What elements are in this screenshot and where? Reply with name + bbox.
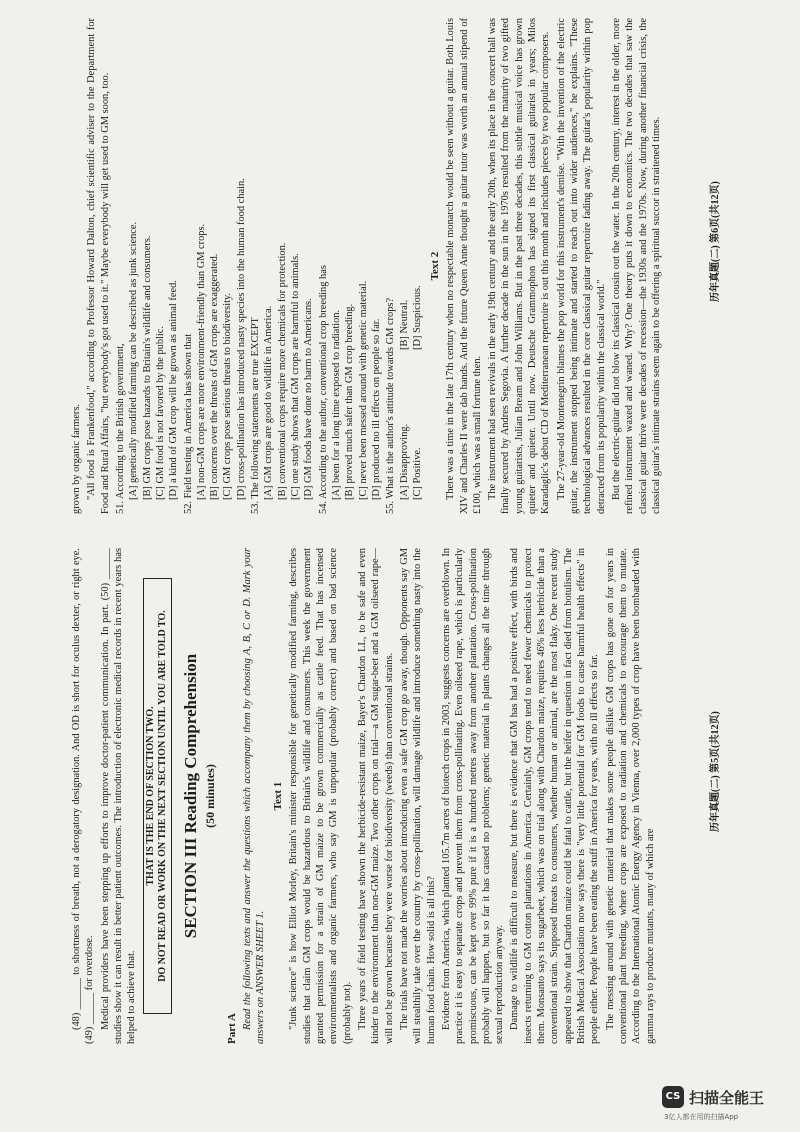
left-column <box>70 548 659 1044</box>
answer-option: [C] GM food is not favored by the public. <box>154 325 166 500</box>
text1-continued: "All food is Frankenfood," according to Professor Howard Dalton, chief scientific adviser to the Department for Food and Rural Affairs, "but everybody's got used to it." Maybe everybody will get used to GM soon, too. <box>86 18 111 514</box>
answer-option: [C] one study shows that GM crops are harmful to animals. <box>290 253 301 500</box>
answer-option-row <box>411 18 424 500</box>
answer-option: [D] cross-pollination has introduced nasty species into the human food chain. <box>235 178 247 500</box>
text2-paragraph: But the electric-guitar did not blow its classical cousin out the water. In the 20th century, interest in the older, more refined instrument waxed and waned. Why? One theory puts it down to economics. The two decades that saw the classical guitar thrive were decades of recession—the 1930s and the 1970s. Now, during another financial crisis, the classical guitar's intimate strains seem again to be offering a spiritual succor in straitened times. <box>610 18 662 514</box>
text2-paragraph: The 27-year-old Montenegrin blames the pop world for this instrument's demise. "With the invention of the electric guitar, the instrument stopped being intimate and started to reach out into wider audiences," he explains. "These technological advances resulted in the core classical guitar repertoire fading away. The guitar's popularity within pop detracted from its popularity within the classical world." <box>555 18 607 514</box>
end-notice-line-1: THAT IS THE END OF SECTION TWO. <box>144 706 156 886</box>
answer-option: [A] been for a long time exposed to radiation. <box>330 309 342 500</box>
camscanner-logo-icon: CS <box>662 1086 684 1108</box>
answer-option: [A] non-GM crops are more environment-friendly than GM crops. <box>195 223 207 500</box>
answer-option: [B] proved much safer than GM crop breeding. <box>344 303 356 500</box>
question-stem: 52. Field testing in America has shown that <box>182 333 194 514</box>
watermark-tagline: 3亿人都在用的扫描App <box>664 1113 739 1121</box>
answer-option-row <box>398 18 411 500</box>
part-label: Part A <box>225 1013 238 1044</box>
answer-option: [D] GM foods have done no harm to Americans. <box>303 298 315 500</box>
text2-paragraph: The instrument had seen revivals in the early 19th century and the early 20th, when its place in the concert hall was finally secured by Andres Segovia. A further decade in the sun in the 1970s resulted from the maturity of two gifted young guitarists, Julian Bream and John Williams. But in the past three decades, this subtle musical voice has grown quieter and quieter. Until now. Deutsche Grammophon has signed its first classical guitarist in years; Milos Karadaglic's debut CD of Mediterranean repertoire is out this month and includes pieces by two popular composers. <box>487 18 552 514</box>
question-stem: 53. The following statements are true EXCEPT <box>250 317 262 514</box>
footer-page-6: 历年真题(二) 第6页(共12页) <box>710 181 721 302</box>
question-stem: 51. According to the British government, <box>114 343 126 514</box>
answer-option: [C] GM crops pose serious threats to biodiversity. <box>222 292 234 500</box>
text1-heading: Text 1 <box>272 781 285 811</box>
question-55 <box>384 18 424 514</box>
text1-paragraph: Damage to wildlife is difficult to measure, but there is evidence that GM has had a positive effect, with birds and insects returning to GM cotton plantations in America. Certainly, GM crops tend to need fewer chemicals to protect them. Monsanto says its sugarbeet, which was on trial along with Chardon maize, requires 46% less herbicide than a conventional strain. Supposed threats to consumers, whether human or animal, are the most flaky. One recent study appeared to show that Chardon maize could be fatal to cattle, but the heifer in question in fact died from botulism. The British Medical Association now says there is "very little potential for GM foods to cause harmful health effects" in people either. People have been eating the stuff in America for years, with no ill effects so far. <box>509 548 601 1044</box>
text2-heading: Text 2 <box>429 251 442 281</box>
end-of-section-notice <box>143 578 172 1014</box>
text2-paragraph: There was a time in the late 17th century when no respectable monarch would be seen without a guitar. Both Louis XIV and Charles II were dab hands. And the future Queen Anne thought a guitar tutor was worth an annual stipend of £100, which was a small fortune then. <box>445 18 483 514</box>
answer-option: [B] Neutral. <box>398 299 410 350</box>
text1-paragraph: Evidence from America, which planted 105.7m acres of biotech crops in 2003, suggests concerns are overblown. In practice it is easy to separate crops and prevent them from cross-pollinating. Even oilseed rape, which is particularly promiscuous, can be kept over 99% pure if it is a hundred metres away from another plantation. Cross-pollination probably will happen, but so far it has caused no problems; genetic material in plants changes all the time through sexual reproduction anyway. <box>440 548 506 1044</box>
answer-option: [B] conventional crops require more chemicals for protection. <box>276 242 288 500</box>
part-instructions: Read the following texts and answer the questions which accompany them by choosing A, B, C or D. Mark your answers on ANSWER SHEET 1. <box>241 548 267 1044</box>
text1-paragraph: The trials have not made the worries about introducing even a safe GM crop go away, though. Opponents say GM will stealthily take over the country by cross-pollination, will damage wildlife and introduce something nasty into the human food chain. How solid is all this? <box>398 548 437 1044</box>
answer-option: [B] concerns over the threats of GM crops are exaggerated. <box>209 253 221 500</box>
question-53 <box>249 18 316 514</box>
footer-page-5: 历年真题(二) 第5页(共12页) <box>710 711 721 832</box>
end-notice-line-2: DO NOT READ OR WORK ON THE NEXT SECTION UNTIL YOU ARE TOLD TO. <box>157 610 169 982</box>
question-51 <box>114 18 181 514</box>
answer-option: [A] genetically modified farming can be described as junk science. <box>128 221 140 500</box>
answer-option: [A] Disapproving. <box>398 423 410 500</box>
answer-option: [B] GM crops pose hazards to Britain's wildlife and consumers. <box>141 235 153 500</box>
text1-paragraph: "Junk science" is how Elliot Morley, Britain's minister responsible for genetically modified farming, describes studies that claim GM crops would be hazardous to Britain's wildlife and consumers. This week the government granted permission for a strain of GM maize to be grown commercially as cattle feed. That has incensed environmentalists and organic farmers, who say GM is unpopular (probably correct) and based on bad science (probably not). <box>288 548 353 1044</box>
text1-paragraph: The messing around with genetic material that makes some people dislike GM crops has gone on for years in conventional plant breeding, where crops are exposed to radiation and chemicals to encourage them to mutate. According to the International Atomic Energy Agency in Vienna, over 2,000 types of crop have been bombarded with gamma rays to produce mutants, many of which are <box>604 548 656 1044</box>
question-stem: 55. What is the author's attitude towards GM crops? <box>385 297 397 514</box>
question-54 <box>317 18 384 514</box>
top-line-48: (48) ______ to shortness of breath, not a derogatory designation. And OD is short for oculus dexter, or right eye. (49) ______ for overdose. <box>71 548 96 1044</box>
rotated-exam-sheet <box>62 0 738 1062</box>
answer-option: [D] Suspicious. <box>411 285 423 350</box>
right-column <box>70 18 665 514</box>
text1-continued: grown by organic farmers. <box>71 403 82 514</box>
answer-option: [C] Positive. <box>411 447 423 500</box>
answer-option: [C] never been messed around with genetic material. <box>357 280 369 500</box>
question-52 <box>182 18 249 514</box>
watermark-app-name: 扫描全能王 <box>689 1089 765 1107</box>
answer-option: [D] a kind of GM crop will be grown as animal feed. <box>168 280 180 500</box>
section-title: SECTION III Reading Comprehension <box>180 653 200 939</box>
question-stem: 54. According to the author, conventional crop breeding has <box>317 265 329 514</box>
answer-option: [D] produced no ill effects on people so far. <box>370 318 382 500</box>
scanner-watermark <box>662 1084 790 1126</box>
answer-option: [A] GM crops are good to wildlife in America. <box>263 305 275 500</box>
top-line-50: Medical providers have been stepping up efforts to improve doctor-patient communication. In part. (50) ______ studies show it can result in better patient outcomes. The introduction of electronic medical records in recent years has helped to achieve that. <box>99 548 138 1044</box>
text1-paragraph: Three years of field testing have shown the herbicide-resistant maize, Bayer's Chardon LL, to be safe and even kinder to the environment than non-GM maize. Two other crops on trial—a GM sugar-beet and a GM oilseed rape—will not be grown because they were worse for biodiversity (weeds) than conventional strains. <box>357 548 395 1044</box>
section-time: (50 minutes) <box>203 764 218 828</box>
